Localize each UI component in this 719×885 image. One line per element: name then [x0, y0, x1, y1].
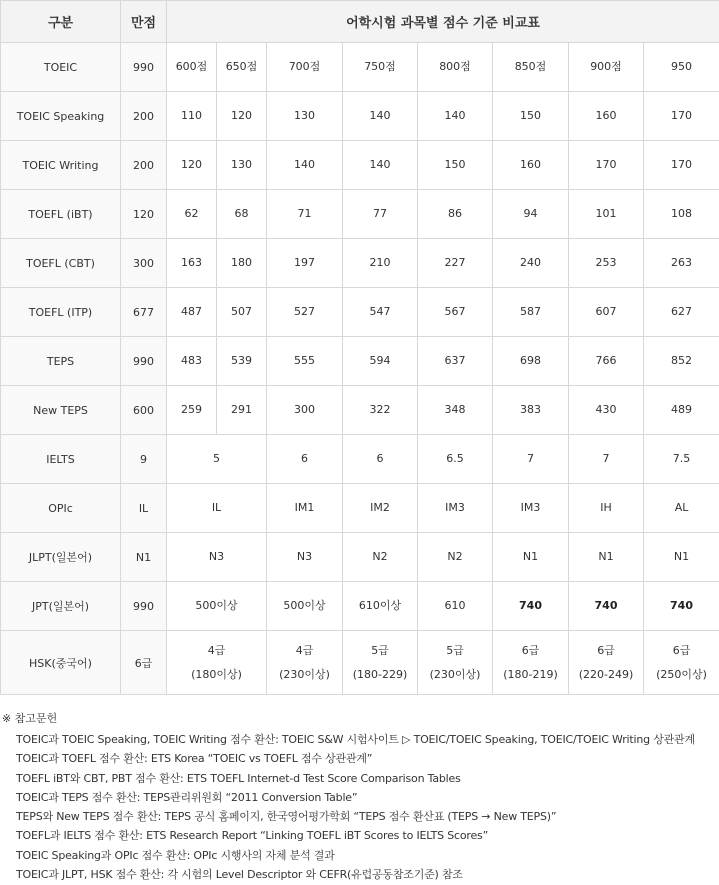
score-cell [217, 92, 267, 141]
score-value: IM3 [445, 501, 465, 514]
score-cell [343, 582, 418, 631]
score-cell [217, 239, 267, 288]
score-value: 555 [294, 354, 315, 367]
score-value: 140 [369, 158, 391, 171]
score-value: 800점 [439, 60, 471, 73]
reference-item: TOEIC과 TOEFL 점수 환산: ETS Korea “TOEIC vs TOEFL 점수 상관관계” [16, 752, 373, 766]
score-cell [418, 631, 493, 695]
score-cell [493, 582, 569, 631]
score-cell [267, 92, 343, 141]
row-test-name: JLPT(일본어) [1, 533, 121, 582]
score-cell [167, 631, 267, 695]
row-max-score: 9 [121, 435, 167, 484]
score-value: 740 [670, 599, 693, 612]
score-value: IM3 [520, 501, 541, 514]
table-row [1, 92, 719, 141]
score-cell [493, 190, 569, 239]
reference-item: TOEFL iBT와 CBT, PBT 점수 환산: ETS TOEFL Internet-d Test Score Comparison Tables [16, 771, 461, 785]
score-value: 140 [444, 109, 466, 122]
score-cell [343, 337, 418, 386]
score-value: 4급 [207, 643, 226, 657]
score-value: 487 [181, 305, 202, 318]
score-cell [644, 288, 719, 337]
score-cell [418, 190, 493, 239]
reference-item: TOEIC Speaking과 OPIc 점수 환산: OPIc 시행사의 자체 분석 결과 [16, 848, 335, 862]
score-value: 698 [520, 354, 541, 367]
header-max-score: 만점 [121, 1, 167, 43]
row-test-name: HSK(중국어) [1, 631, 121, 695]
score-cell [167, 582, 267, 631]
score-cell [569, 141, 644, 190]
score-value: 483 [181, 354, 202, 367]
score-value: 140 [294, 158, 315, 171]
score-value: 197 [294, 256, 315, 269]
score-range: (180이상) [191, 667, 242, 681]
table-row [1, 337, 719, 386]
table-row [1, 141, 719, 190]
row-test-name: TOEFL (ITP) [1, 288, 121, 337]
score-cell [343, 239, 418, 288]
row-max-score: N1 [121, 533, 167, 582]
score-cell [418, 43, 493, 92]
reference-item: TOEIC과 TEPS 점수 환산: TEPS관리위원회 “2011 Conversion Table” [16, 790, 358, 804]
reference-item: TOEFL과 IELTS 점수 환산: ETS Research Report “Linking TOEFL iBT Scores to IELTS Scores” [16, 829, 489, 843]
score-value: 610 [444, 599, 466, 612]
score-value: 507 [231, 305, 252, 318]
score-cell [267, 239, 343, 288]
score-cell [167, 190, 217, 239]
score-cell [267, 435, 343, 484]
score-value: 71 [297, 207, 312, 220]
score-cell [343, 92, 418, 141]
score-cell [418, 92, 493, 141]
score-cell [343, 386, 418, 435]
score-value: 5 [213, 452, 220, 465]
table-row [1, 43, 719, 92]
score-cell [569, 43, 644, 92]
score-value: 567 [444, 305, 466, 318]
table-row [1, 435, 719, 484]
score-cell [267, 43, 343, 92]
score-value: 62 [184, 207, 199, 220]
score-cell [493, 435, 569, 484]
score-cell [418, 533, 493, 582]
score-cell [418, 239, 493, 288]
score-value: 7 [527, 452, 534, 465]
score-value: 850점 [514, 60, 547, 73]
score-cell [217, 43, 267, 92]
references-section [0, 695, 719, 884]
score-value: 637 [444, 354, 466, 367]
score-cell [569, 190, 644, 239]
score-cell [569, 386, 644, 435]
score-value: 170 [671, 158, 693, 171]
row-test-name: TEPS [1, 337, 121, 386]
score-cell [493, 239, 569, 288]
reference-item: TOEIC과 JLPT, HSK 점수 환산: 각 시험의 Level Descriptor 와 CEFR(유럽공동참조기준) 참조 [16, 868, 463, 882]
score-cell [167, 533, 267, 582]
score-value: 750점 [364, 60, 396, 73]
score-value: 430 [595, 403, 617, 416]
score-cell [418, 386, 493, 435]
score-value: 180 [231, 256, 252, 269]
score-cell [343, 484, 418, 533]
score-value: 163 [181, 256, 202, 269]
row-max-score: 6급 [121, 631, 167, 695]
score-value: 130 [294, 109, 315, 122]
score-value: 210 [369, 256, 391, 269]
row-test-name: TOEIC [1, 43, 121, 92]
score-value: IH [600, 501, 612, 514]
score-value: 7 [602, 452, 610, 465]
score-value: 348 [444, 403, 466, 416]
score-value: 94 [523, 207, 538, 220]
score-value: 587 [520, 305, 541, 318]
score-value: 4급 [295, 643, 314, 657]
score-cell [217, 288, 267, 337]
row-test-name: TOEFL (iBT) [1, 190, 121, 239]
score-value: 740 [519, 599, 542, 612]
score-value: 527 [294, 305, 315, 318]
score-value: 86 [448, 207, 462, 220]
score-value: 610이상 [358, 599, 402, 612]
score-cell [493, 288, 569, 337]
score-value: 227 [444, 256, 466, 269]
table-row [1, 582, 719, 631]
table-row [1, 239, 719, 288]
score-value: 6급 [521, 643, 540, 657]
score-cell [644, 337, 719, 386]
score-value: N2 [447, 550, 463, 563]
score-value: 291 [231, 403, 252, 416]
score-cell [418, 435, 493, 484]
score-value: 6급 [672, 643, 691, 657]
score-cell [267, 141, 343, 190]
score-value: 77 [373, 207, 387, 220]
score-cell [418, 337, 493, 386]
score-cell [167, 239, 217, 288]
score-cell [167, 386, 217, 435]
score-value: 650점 [225, 60, 258, 73]
score-cell [418, 141, 493, 190]
row-max-score: 600 [121, 386, 167, 435]
score-cell [644, 141, 719, 190]
score-range: (230이상) [279, 667, 330, 681]
score-cell [167, 288, 217, 337]
row-max-score: IL [121, 484, 167, 533]
score-value: 101 [595, 207, 617, 220]
score-cell [418, 484, 493, 533]
row-test-name: IELTS [1, 435, 121, 484]
score-value: 322 [369, 403, 391, 416]
score-value: 6급 [597, 643, 615, 657]
row-max-score: 120 [121, 190, 167, 239]
table-row [1, 288, 719, 337]
score-cell [493, 533, 569, 582]
score-value: 150 [520, 109, 541, 122]
score-value: 600점 [175, 60, 208, 73]
score-cell [267, 190, 343, 239]
score-value: 852 [671, 354, 693, 367]
row-test-name: TOEFL (CBT) [1, 239, 121, 288]
score-value: 594 [369, 354, 391, 367]
score-cell [167, 484, 267, 533]
score-value: 383 [520, 403, 541, 416]
score-value: 120 [181, 158, 202, 171]
score-cell [343, 631, 418, 695]
score-cell [343, 288, 418, 337]
header-comparison: 어학시험 과목별 점수 기준 비교표 [167, 1, 719, 43]
score-value: N3 [208, 550, 225, 563]
score-cell [644, 484, 719, 533]
score-range: (250이상) [656, 667, 707, 681]
score-cell [343, 190, 418, 239]
score-cell [569, 533, 644, 582]
score-cell [493, 386, 569, 435]
score-cell [418, 582, 493, 631]
score-cell [644, 533, 719, 582]
score-range: (180-229) [352, 667, 408, 681]
score-value: 6 [376, 452, 384, 465]
score-value: 110 [181, 109, 202, 122]
score-value: 150 [444, 158, 466, 171]
score-cell [644, 435, 719, 484]
row-test-name: TOEIC Writing [1, 141, 121, 190]
score-value: N1 [522, 550, 539, 563]
score-cell [569, 631, 644, 695]
reference-item: TEPS와 New TEPS 점수 환산: TEPS 공식 홈페이지, 한국영어평가학회 “TEPS 점수 환산표 (TEPS → New TEPS)” [16, 810, 557, 824]
score-range: (180-219) [503, 667, 558, 681]
score-value: 627 [671, 305, 693, 318]
score-value: 108 [671, 207, 693, 220]
table-row [1, 190, 719, 239]
row-max-score: 200 [121, 92, 167, 141]
score-cell [493, 337, 569, 386]
references-heading: ※ 참고문헌 [2, 712, 58, 725]
score-cell [267, 582, 343, 631]
score-value: N2 [372, 550, 388, 563]
score-value: 489 [671, 403, 693, 416]
score-cell [569, 484, 644, 533]
score-value: 240 [520, 256, 541, 269]
score-value: 500이상 [283, 599, 326, 612]
score-value: 259 [181, 403, 202, 416]
score-value: 7.5 [672, 452, 691, 465]
score-cell [493, 141, 569, 190]
row-test-name: TOEIC Speaking [1, 92, 121, 141]
score-value: N1 [673, 550, 690, 563]
score-value: 160 [595, 109, 617, 122]
score-value: N3 [296, 550, 313, 563]
score-cell [217, 337, 267, 386]
score-cell [343, 435, 418, 484]
score-cell [569, 582, 644, 631]
row-max-score: 990 [121, 43, 167, 92]
score-value: 253 [595, 256, 617, 269]
score-cell [217, 141, 267, 190]
score-cell [343, 43, 418, 92]
score-cell [569, 288, 644, 337]
score-value: 170 [671, 109, 693, 122]
score-cell [267, 337, 343, 386]
score-value: 160 [520, 158, 541, 171]
header-category: 구분 [1, 1, 121, 43]
score-value: 607 [595, 305, 617, 318]
score-value: IM1 [294, 501, 315, 514]
row-max-score: 677 [121, 288, 167, 337]
row-max-score: 990 [121, 337, 167, 386]
score-value: 5급 [371, 643, 389, 657]
score-cell [267, 533, 343, 582]
score-value: 140 [369, 109, 391, 122]
table-header-row [1, 1, 719, 43]
row-test-name: JPT(일본어) [1, 582, 121, 631]
score-value: 263 [671, 256, 693, 269]
reference-item: TOEIC과 TOEIC Speaking, TOEIC Writing 점수 환산: TOEIC S&W 시험사이트 ▷ TOEIC/TOEIC Speaking, TOEIC/TOEIC Writing 상관관계 [16, 733, 695, 746]
score-range: (220-249) [578, 667, 634, 681]
score-cell [167, 435, 267, 484]
score-value: 6.5 [446, 452, 464, 465]
score-value: 539 [231, 354, 252, 367]
score-value: 740 [594, 599, 618, 612]
table-row [1, 484, 719, 533]
score-cell [644, 582, 719, 631]
score-value: 170 [595, 158, 617, 171]
score-cell [267, 631, 343, 695]
score-value: 300 [294, 403, 315, 416]
score-value: 950 [671, 60, 693, 73]
score-value: N1 [598, 550, 614, 563]
row-max-score: 990 [121, 582, 167, 631]
score-cell [644, 631, 719, 695]
score-cell [644, 190, 719, 239]
score-cell [267, 288, 343, 337]
score-cell [569, 92, 644, 141]
score-value: 900점 [590, 60, 622, 73]
score-value: 700점 [288, 60, 321, 73]
score-cell [167, 337, 217, 386]
score-value: 5급 [446, 643, 464, 657]
score-cell [167, 141, 217, 190]
score-value: 766 [595, 354, 617, 367]
score-value: 6 [301, 452, 308, 465]
score-cell [217, 386, 267, 435]
score-cell [493, 92, 569, 141]
score-cell [167, 92, 217, 141]
score-value: IL [211, 501, 222, 514]
score-value: 68 [234, 207, 249, 220]
references-list [0, 730, 719, 884]
score-value: 130 [231, 158, 252, 171]
score-cell [569, 337, 644, 386]
score-cell [267, 484, 343, 533]
score-cell [217, 190, 267, 239]
score-value: AL [674, 501, 689, 514]
score-cell [493, 43, 569, 92]
row-max-score: 300 [121, 239, 167, 288]
score-cell [343, 533, 418, 582]
score-range: (230이상) [429, 667, 481, 681]
score-cell [644, 43, 719, 92]
score-value: 500이상 [195, 599, 238, 612]
score-cell [569, 435, 644, 484]
table-row [1, 533, 719, 582]
score-cell [644, 239, 719, 288]
score-cell [644, 386, 719, 435]
score-value: 547 [369, 305, 391, 318]
score-cell [267, 386, 343, 435]
score-cell [493, 484, 569, 533]
score-cell [569, 239, 644, 288]
score-cell [644, 92, 719, 141]
row-test-name: OPIc [1, 484, 121, 533]
score-cell [418, 288, 493, 337]
row-max-score: 200 [121, 141, 167, 190]
table-body [1, 43, 719, 695]
score-value: IM2 [370, 501, 390, 514]
score-value: 120 [231, 109, 252, 122]
row-test-name: New TEPS [1, 386, 121, 435]
score-cell [167, 43, 217, 92]
table-row [1, 631, 719, 695]
table-row [1, 386, 719, 435]
score-cell [493, 631, 569, 695]
score-cell [343, 141, 418, 190]
